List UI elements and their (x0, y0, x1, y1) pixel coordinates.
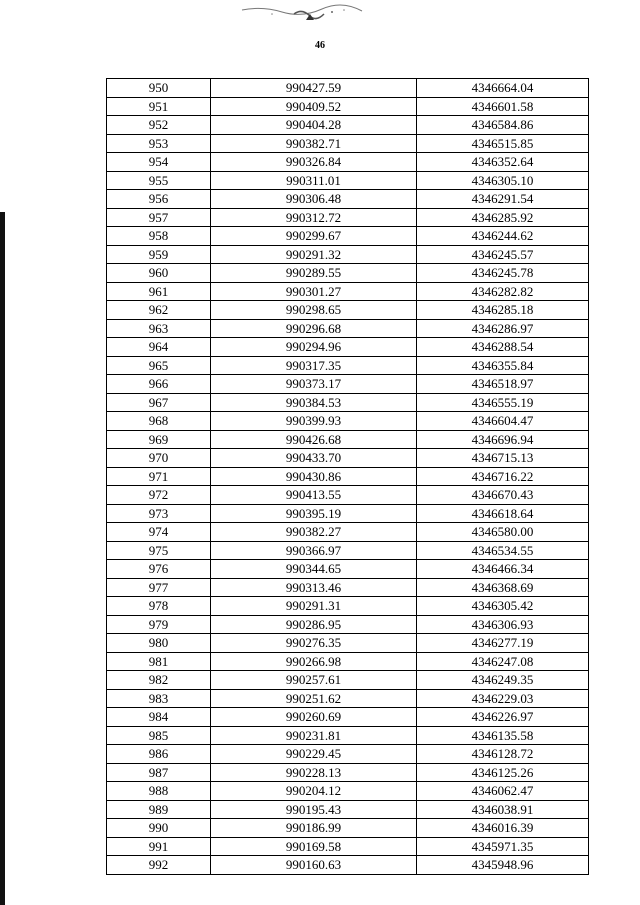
point-number-cell: 969 (107, 430, 211, 449)
table-row (107, 578, 589, 597)
point-number-cell: 954 (107, 153, 211, 172)
y-coordinate-cell: 4346135.58 (417, 726, 589, 745)
x-coordinate-cell: 990384.53 (211, 393, 417, 412)
x-coordinate-cell: 990409.52 (211, 97, 417, 116)
x-coordinate-cell: 990306.48 (211, 190, 417, 209)
table-row (107, 282, 589, 301)
table-row (107, 856, 589, 875)
y-coordinate-cell: 4346664.04 (417, 79, 589, 98)
point-number-cell: 981 (107, 652, 211, 671)
table-row (107, 171, 589, 190)
y-coordinate-cell: 4346282.82 (417, 282, 589, 301)
table-row (107, 745, 589, 764)
y-coordinate-cell: 4346305.10 (417, 171, 589, 190)
y-coordinate-cell: 4346288.54 (417, 338, 589, 357)
table-row (107, 301, 589, 320)
table-row (107, 227, 589, 246)
table-row (107, 375, 589, 394)
y-coordinate-cell: 4346696.94 (417, 430, 589, 449)
y-coordinate-cell: 4346518.97 (417, 375, 589, 394)
table-row (107, 837, 589, 856)
point-number-cell: 964 (107, 338, 211, 357)
table-row (107, 782, 589, 801)
point-number-cell: 989 (107, 800, 211, 819)
x-coordinate-cell: 990404.28 (211, 116, 417, 135)
y-coordinate-cell: 4346604.47 (417, 412, 589, 431)
point-number-cell: 979 (107, 615, 211, 634)
y-coordinate-cell: 4346038.91 (417, 800, 589, 819)
y-coordinate-cell: 4346368.69 (417, 578, 589, 597)
point-number-cell: 966 (107, 375, 211, 394)
point-number-cell: 991 (107, 837, 211, 856)
point-number-cell: 970 (107, 449, 211, 468)
x-coordinate-cell: 990169.58 (211, 837, 417, 856)
y-coordinate-cell: 4346226.97 (417, 708, 589, 727)
table-row (107, 319, 589, 338)
point-number-cell: 977 (107, 578, 211, 597)
point-number-cell: 984 (107, 708, 211, 727)
y-coordinate-cell: 4346128.72 (417, 745, 589, 764)
x-coordinate-cell: 990413.55 (211, 486, 417, 505)
table-row (107, 504, 589, 523)
x-coordinate-cell: 990298.65 (211, 301, 417, 320)
y-coordinate-cell: 4346285.92 (417, 208, 589, 227)
x-coordinate-cell: 990426.68 (211, 430, 417, 449)
table-row (107, 412, 589, 431)
table-row (107, 467, 589, 486)
point-number-cell: 973 (107, 504, 211, 523)
y-coordinate-cell: 4346601.58 (417, 97, 589, 116)
table-row (107, 97, 589, 116)
table-row (107, 430, 589, 449)
x-coordinate-cell: 990373.17 (211, 375, 417, 394)
table-row (107, 708, 589, 727)
y-coordinate-cell: 4346286.97 (417, 319, 589, 338)
table-row (107, 245, 589, 264)
point-number-cell: 986 (107, 745, 211, 764)
y-coordinate-cell: 4346245.57 (417, 245, 589, 264)
y-coordinate-cell: 4346305.42 (417, 597, 589, 616)
x-coordinate-cell: 990299.67 (211, 227, 417, 246)
y-coordinate-cell: 4346584.86 (417, 116, 589, 135)
table-row (107, 449, 589, 468)
y-coordinate-cell: 4346466.34 (417, 560, 589, 579)
y-coordinate-cell: 4346580.00 (417, 523, 589, 542)
point-number-cell: 971 (107, 467, 211, 486)
point-number-cell: 975 (107, 541, 211, 560)
x-coordinate-cell: 990266.98 (211, 652, 417, 671)
x-coordinate-cell: 990296.68 (211, 319, 417, 338)
table-row (107, 800, 589, 819)
table-row (107, 652, 589, 671)
x-coordinate-cell: 990286.95 (211, 615, 417, 634)
y-coordinate-cell: 4346277.19 (417, 634, 589, 653)
y-coordinate-cell: 4346716.22 (417, 467, 589, 486)
table-row (107, 615, 589, 634)
x-coordinate-cell: 990204.12 (211, 782, 417, 801)
y-coordinate-cell: 4346670.43 (417, 486, 589, 505)
table-row (107, 671, 589, 690)
y-coordinate-cell: 4346715.13 (417, 449, 589, 468)
x-coordinate-cell: 990276.35 (211, 634, 417, 653)
y-coordinate-cell: 4346244.62 (417, 227, 589, 246)
x-coordinate-cell: 990186.99 (211, 819, 417, 838)
x-coordinate-cell: 990366.97 (211, 541, 417, 560)
point-number-cell: 952 (107, 116, 211, 135)
y-coordinate-cell: 4346555.19 (417, 393, 589, 412)
point-number-cell: 957 (107, 208, 211, 227)
coordinates-table (106, 78, 589, 875)
y-coordinate-cell: 4346306.93 (417, 615, 589, 634)
x-coordinate-cell: 990231.81 (211, 726, 417, 745)
point-number-cell: 987 (107, 763, 211, 782)
y-coordinate-cell: 4346515.85 (417, 134, 589, 153)
point-number-cell: 967 (107, 393, 211, 412)
x-coordinate-cell: 990228.13 (211, 763, 417, 782)
table-row (107, 541, 589, 560)
table-row (107, 208, 589, 227)
x-coordinate-cell: 990289.55 (211, 264, 417, 283)
table-row (107, 689, 589, 708)
x-coordinate-cell: 990427.59 (211, 79, 417, 98)
x-coordinate-cell: 990229.45 (211, 745, 417, 764)
page-number: 46 (315, 40, 325, 51)
table-row (107, 763, 589, 782)
x-coordinate-cell: 990291.31 (211, 597, 417, 616)
point-number-cell: 990 (107, 819, 211, 838)
point-number-cell: 956 (107, 190, 211, 209)
y-coordinate-cell: 4346125.26 (417, 763, 589, 782)
point-number-cell: 961 (107, 282, 211, 301)
point-number-cell: 958 (107, 227, 211, 246)
point-number-cell: 985 (107, 726, 211, 745)
table-row (107, 597, 589, 616)
y-coordinate-cell: 4346247.08 (417, 652, 589, 671)
x-coordinate-cell: 990195.43 (211, 800, 417, 819)
y-coordinate-cell: 4346285.18 (417, 301, 589, 320)
point-number-cell: 988 (107, 782, 211, 801)
x-coordinate-cell: 990382.71 (211, 134, 417, 153)
x-coordinate-cell: 990399.93 (211, 412, 417, 431)
point-number-cell: 959 (107, 245, 211, 264)
y-coordinate-cell: 4346229.03 (417, 689, 589, 708)
stamp-mark (232, 0, 412, 26)
y-coordinate-cell: 4346352.64 (417, 153, 589, 172)
x-coordinate-cell: 990251.62 (211, 689, 417, 708)
x-coordinate-cell: 990382.27 (211, 523, 417, 542)
point-number-cell: 992 (107, 856, 211, 875)
point-number-cell: 950 (107, 79, 211, 98)
point-number-cell: 955 (107, 171, 211, 190)
table-row (107, 634, 589, 653)
y-coordinate-cell: 4345971.35 (417, 837, 589, 856)
y-coordinate-cell: 4346534.55 (417, 541, 589, 560)
table-row (107, 190, 589, 209)
x-coordinate-cell: 990313.46 (211, 578, 417, 597)
table-row (107, 393, 589, 412)
y-coordinate-cell: 4346355.84 (417, 356, 589, 375)
x-coordinate-cell: 990312.72 (211, 208, 417, 227)
point-number-cell: 980 (107, 634, 211, 653)
y-coordinate-cell: 4346016.39 (417, 819, 589, 838)
x-coordinate-cell: 990344.65 (211, 560, 417, 579)
x-coordinate-cell: 990317.35 (211, 356, 417, 375)
x-coordinate-cell: 990395.19 (211, 504, 417, 523)
y-coordinate-cell: 4346249.35 (417, 671, 589, 690)
table-row (107, 116, 589, 135)
table-row (107, 356, 589, 375)
point-number-cell: 968 (107, 412, 211, 431)
table-row (107, 153, 589, 172)
point-number-cell: 965 (107, 356, 211, 375)
x-coordinate-cell: 990160.63 (211, 856, 417, 875)
point-number-cell: 960 (107, 264, 211, 283)
y-coordinate-cell: 4346618.64 (417, 504, 589, 523)
point-number-cell: 962 (107, 301, 211, 320)
x-coordinate-cell: 990430.86 (211, 467, 417, 486)
point-number-cell: 976 (107, 560, 211, 579)
point-number-cell: 951 (107, 97, 211, 116)
x-coordinate-cell: 990291.32 (211, 245, 417, 264)
y-coordinate-cell: 4346062.47 (417, 782, 589, 801)
y-coordinate-cell: 4345948.96 (417, 856, 589, 875)
point-number-cell: 978 (107, 597, 211, 616)
point-number-cell: 972 (107, 486, 211, 505)
x-coordinate-cell: 990260.69 (211, 708, 417, 727)
table-row (107, 726, 589, 745)
point-number-cell: 963 (107, 319, 211, 338)
y-coordinate-cell: 4346291.54 (417, 190, 589, 209)
x-coordinate-cell: 990301.27 (211, 282, 417, 301)
scan-edge-bar (0, 212, 5, 905)
point-number-cell: 974 (107, 523, 211, 542)
table-row (107, 338, 589, 357)
table-row (107, 486, 589, 505)
table-row (107, 264, 589, 283)
x-coordinate-cell: 990257.61 (211, 671, 417, 690)
table-row (107, 523, 589, 542)
x-coordinate-cell: 990311.01 (211, 171, 417, 190)
y-coordinate-cell: 4346245.78 (417, 264, 589, 283)
x-coordinate-cell: 990433.70 (211, 449, 417, 468)
table-row (107, 819, 589, 838)
table-row (107, 560, 589, 579)
point-number-cell: 953 (107, 134, 211, 153)
table-row (107, 134, 589, 153)
point-number-cell: 983 (107, 689, 211, 708)
table-row (107, 79, 589, 98)
x-coordinate-cell: 990326.84 (211, 153, 417, 172)
x-coordinate-cell: 990294.96 (211, 338, 417, 357)
point-number-cell: 982 (107, 671, 211, 690)
